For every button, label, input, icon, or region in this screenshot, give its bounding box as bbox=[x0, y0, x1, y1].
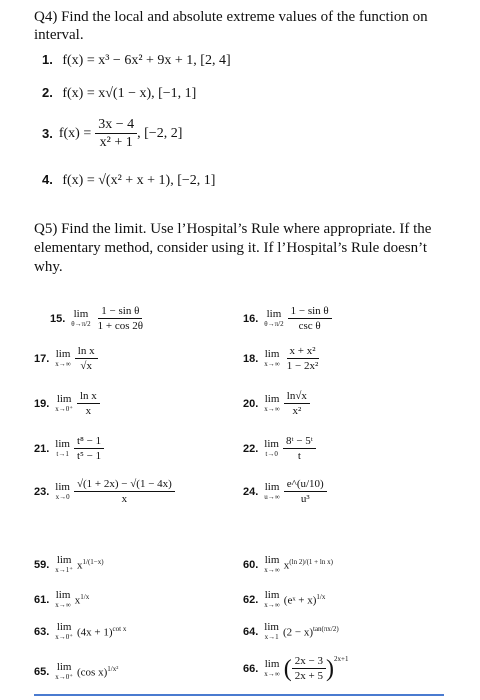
lim-word: lim bbox=[55, 438, 70, 451]
fraction-numerator: x + x² bbox=[287, 345, 319, 359]
exercise-number: 17. bbox=[34, 352, 50, 365]
lim-subscript: θ→π/2 bbox=[264, 320, 284, 329]
lim-subscript: x→∞ bbox=[264, 601, 280, 609]
limit-operator bbox=[264, 482, 280, 501]
fraction-numerator: √(1 + 2x) − √(1 − 4x) bbox=[74, 478, 175, 492]
exercise-number: 61. bbox=[34, 593, 50, 606]
lim-subscript: x→∞ bbox=[264, 566, 280, 574]
exercise-number: 64. bbox=[243, 625, 259, 638]
problem-expression: f(x) = x√(1 − x), [−1, 1] bbox=[62, 86, 197, 101]
fraction-numerator: 1 − sin θ bbox=[288, 305, 332, 319]
fraction-numerator: 2x − 3 bbox=[292, 655, 326, 669]
exercise-number: 15. bbox=[50, 312, 66, 325]
lim-word: lim bbox=[264, 348, 280, 361]
q4-problem-1 bbox=[42, 52, 231, 69]
fraction-numerator: t⁸ − 1 bbox=[74, 435, 104, 449]
fraction-numerator: 3x − 4 bbox=[95, 117, 137, 134]
fraction-numerator: 8ᵗ − 5ᵗ bbox=[283, 435, 316, 449]
fraction-numerator: 1 − sin θ bbox=[98, 305, 142, 319]
q5-heading-line3: why. bbox=[34, 259, 63, 275]
fraction-denominator: t bbox=[297, 450, 301, 463]
exercise-number: 65. bbox=[34, 665, 50, 678]
expression-base: x bbox=[77, 559, 83, 572]
limit-operator bbox=[55, 349, 71, 368]
lim-word: lim bbox=[264, 658, 280, 671]
exercise-number: 20. bbox=[243, 397, 259, 410]
lim-subscript: u→∞ bbox=[264, 493, 280, 502]
exercise-expression bbox=[283, 625, 339, 639]
exercise-66 bbox=[243, 655, 348, 682]
exercise-number: 23. bbox=[34, 485, 50, 498]
lim-subscript: x→∞ bbox=[55, 601, 71, 609]
exercise-59 bbox=[34, 555, 104, 574]
fraction-denominator: t⁵ − 1 bbox=[76, 450, 102, 463]
problem-expression: f(x) = x³ − 6x² + 9x + 1, [2, 4] bbox=[62, 53, 231, 68]
lim-subscript: x→∞ bbox=[264, 360, 280, 369]
exercise-21 bbox=[34, 435, 104, 462]
exercise-fraction bbox=[77, 390, 100, 417]
exercise-number: 59. bbox=[34, 558, 50, 571]
exercise-expression bbox=[77, 625, 126, 639]
lim-word: lim bbox=[264, 554, 280, 566]
lim-subscript: x→∞ bbox=[264, 405, 280, 414]
q4-problem-4 bbox=[42, 172, 215, 189]
fraction-denominator: 1 − 2x² bbox=[286, 360, 319, 373]
expression-base: x bbox=[283, 559, 290, 572]
problem-number: 1. bbox=[42, 52, 53, 67]
lim-word: lim bbox=[264, 438, 279, 451]
q4-problem-3 bbox=[42, 117, 182, 151]
fraction-denominator: x² + 1 bbox=[99, 135, 133, 151]
q4-problem-2 bbox=[42, 85, 196, 102]
exercise-fraction bbox=[292, 655, 326, 682]
exercise-63 bbox=[34, 622, 126, 641]
lim-word: lim bbox=[73, 308, 89, 321]
exercise-fraction bbox=[95, 305, 146, 332]
fraction-numerator: ln x bbox=[77, 390, 100, 404]
limit-operator bbox=[264, 555, 280, 574]
fraction-denominator: x bbox=[121, 493, 128, 506]
limit-operator bbox=[264, 659, 280, 678]
exercise-number: 22. bbox=[243, 442, 259, 455]
exercise-fraction bbox=[75, 345, 98, 372]
expression-exponent: 1/x bbox=[316, 592, 326, 601]
limit-operator bbox=[264, 309, 283, 328]
exercise-23 bbox=[34, 478, 175, 505]
expression-exponent: 1/x bbox=[80, 592, 90, 601]
lim-word: lim bbox=[264, 589, 280, 601]
fraction-denominator: x bbox=[85, 405, 92, 418]
lim-subscript: x→0 bbox=[55, 493, 70, 502]
problem-number: 3. bbox=[42, 126, 53, 142]
exercise-19 bbox=[34, 390, 100, 417]
limit-operator bbox=[55, 622, 73, 641]
limit-operator bbox=[264, 349, 280, 368]
limit-operator bbox=[264, 622, 279, 641]
lim-subscript: x→∞ bbox=[55, 360, 71, 369]
lim-word: lim bbox=[264, 481, 280, 494]
exercise-60 bbox=[243, 555, 333, 574]
lim-subscript: θ→π/2 bbox=[71, 320, 91, 329]
exercise-number: 66. bbox=[243, 662, 259, 675]
exercise-16 bbox=[243, 305, 332, 332]
lim-word: lim bbox=[56, 393, 72, 406]
expression-base: (2 − x) bbox=[282, 626, 313, 639]
problem-number: 2. bbox=[42, 85, 53, 100]
limit-operator bbox=[55, 590, 71, 609]
exercise-20 bbox=[243, 390, 310, 417]
fraction-denominator: u³ bbox=[300, 493, 310, 506]
exercise-22 bbox=[243, 435, 316, 462]
exercise-number: 63. bbox=[34, 625, 50, 638]
exercise-61 bbox=[34, 590, 89, 609]
limit-operator bbox=[55, 439, 70, 458]
problem-fraction bbox=[95, 117, 137, 151]
exercise-fraction bbox=[74, 478, 175, 505]
fraction-denominator: √x bbox=[80, 360, 92, 373]
exercise-number: 19. bbox=[34, 397, 50, 410]
limit-operator bbox=[55, 394, 73, 413]
exercise-number: 16. bbox=[243, 312, 259, 325]
fraction-denominator: csc θ bbox=[298, 320, 321, 333]
limit-operator bbox=[264, 394, 280, 413]
exercise-fraction bbox=[284, 390, 310, 417]
fraction-numerator: ln√x bbox=[284, 390, 310, 404]
exercise-24 bbox=[243, 478, 327, 505]
exercise-expression bbox=[75, 593, 89, 607]
lim-word: lim bbox=[56, 661, 72, 673]
exercise-expression bbox=[77, 558, 104, 572]
exercise-fraction bbox=[284, 345, 322, 372]
exercise-expression bbox=[77, 665, 118, 679]
left-paren: ( bbox=[283, 655, 292, 682]
exercise-17 bbox=[34, 345, 98, 372]
exercise-fraction bbox=[284, 478, 327, 505]
limit-operator bbox=[55, 662, 73, 681]
exercise-62 bbox=[243, 590, 325, 609]
exercise-15 bbox=[50, 305, 146, 332]
q5-heading-line2: elementary method, consider using it. If l’Hospital’s Rule doesn’t bbox=[34, 240, 427, 256]
q4-heading-line2: interval. bbox=[34, 27, 84, 43]
limit-operator bbox=[55, 482, 70, 501]
lim-subscript: x→1⁺ bbox=[55, 566, 73, 574]
expression-exponent: (ln 2)/(1 + ln x) bbox=[289, 557, 333, 566]
exercise-64 bbox=[243, 622, 339, 641]
q5-heading-line1: Q5) Find the limit. Use l’Hospital’s Rule where appropriate. If the bbox=[34, 221, 432, 237]
expression-base: (eˣ + x) bbox=[283, 594, 317, 607]
lim-word: lim bbox=[55, 481, 70, 494]
lim-subscript: x→0⁺ bbox=[55, 633, 73, 641]
lim-subscript: t→0 bbox=[265, 450, 278, 459]
fraction-denominator: 2x + 5 bbox=[294, 670, 324, 683]
exercise-fraction bbox=[288, 305, 332, 332]
fraction-denominator: x² bbox=[292, 405, 302, 418]
lim-subscript: x→∞ bbox=[264, 670, 280, 679]
right-paren: ) bbox=[326, 655, 335, 682]
exercise-number: 24. bbox=[243, 485, 259, 498]
lim-word: lim bbox=[264, 393, 280, 406]
fraction-numerator: e^(u/10) bbox=[284, 478, 327, 492]
exercise-18 bbox=[243, 345, 321, 372]
expression-exponent: 1/x² bbox=[107, 664, 119, 673]
problem-expression: f(x) = √(x² + x + 1), [−2, 1] bbox=[62, 173, 216, 188]
problem-lhs: f(x) = bbox=[58, 125, 92, 141]
lim-subscript: x→1 bbox=[264, 633, 279, 641]
lim-subscript: x→0⁺ bbox=[55, 405, 73, 414]
limit-operator bbox=[55, 555, 73, 574]
exercise-expression bbox=[284, 593, 326, 607]
fraction-numerator: ln x bbox=[75, 345, 98, 359]
lim-word: lim bbox=[264, 621, 279, 633]
lim-subscript: t→1 bbox=[56, 450, 69, 459]
bottom-divider bbox=[34, 694, 444, 696]
lim-word: lim bbox=[55, 348, 71, 361]
expression-base: (4x + 1) bbox=[77, 626, 113, 639]
expression-exponent: 1/(1−x) bbox=[82, 557, 104, 566]
lim-word: lim bbox=[56, 554, 72, 566]
expression-exponent: tan(πx/2) bbox=[313, 624, 339, 633]
exercise-expression bbox=[284, 558, 333, 572]
expression-exponent: 2x+1 bbox=[334, 655, 349, 663]
expression-base: x bbox=[74, 594, 81, 607]
lim-word: lim bbox=[55, 589, 71, 601]
exercise-fraction bbox=[283, 435, 316, 462]
fraction-denominator: 1 + cos 2θ bbox=[97, 320, 144, 333]
lim-word: lim bbox=[56, 621, 72, 633]
limit-operator bbox=[71, 309, 90, 328]
exercise-number: 21. bbox=[34, 442, 50, 455]
exercise-65 bbox=[34, 662, 118, 681]
expression-base: (cos x) bbox=[77, 666, 108, 679]
problem-interval: , [−2, 2] bbox=[137, 125, 183, 141]
q4-heading-line1: Q4) Find the local and absolute extreme values of the function on bbox=[34, 9, 428, 25]
limit-operator bbox=[264, 590, 280, 609]
lim-subscript: x→0⁺ bbox=[55, 673, 73, 681]
limit-operator bbox=[264, 439, 279, 458]
exercise-number: 18. bbox=[243, 352, 259, 365]
exercise-number: 60. bbox=[243, 558, 259, 571]
problem-number: 4. bbox=[42, 172, 53, 187]
exercise-fraction bbox=[74, 435, 104, 462]
exercise-number: 62. bbox=[243, 593, 259, 606]
lim-word: lim bbox=[266, 308, 282, 321]
expression-exponent: cot x bbox=[112, 624, 127, 633]
